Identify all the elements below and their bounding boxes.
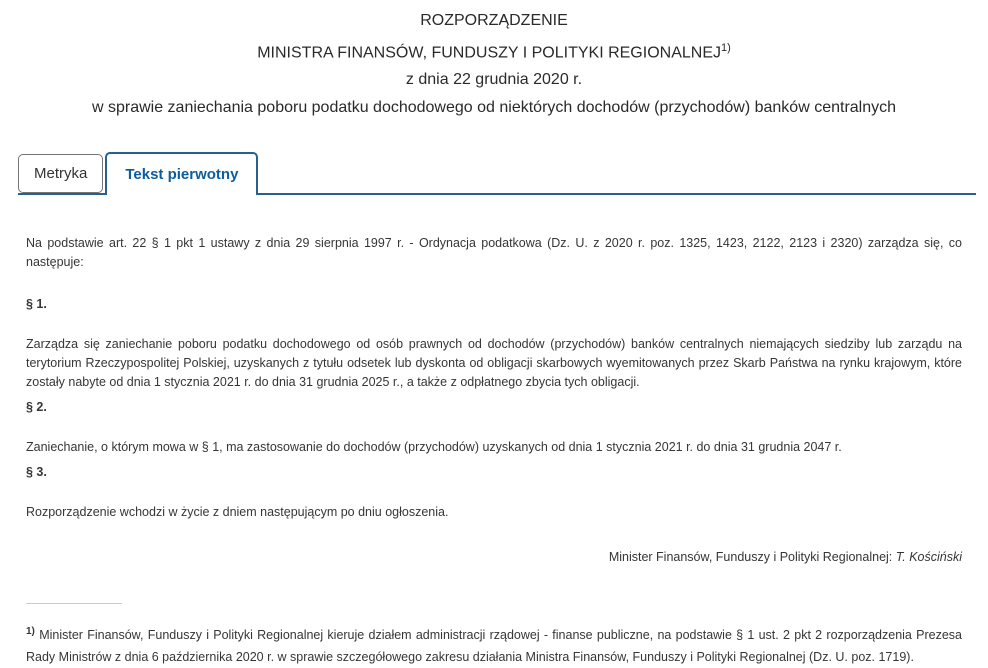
act-type-line: ROZPORZĄDZENIE (420, 12, 568, 29)
signature-role: Minister Finansów, Funduszy i Polityki Regionalnej: (608, 550, 893, 565)
section-2-text: Zaniechanie, o którym mowa w § 1, ma zastosowanie do dochodów (przychodów) uzyskanych od dnia 1 stycznia 2021 r. do dnia 31 grudnia 2047 r. (26, 440, 842, 455)
act-issuer-text: MINISTRA FINANSÓW, FUNDUSZY I POLITYKI REGIONALNEJ (257, 43, 721, 61)
act-text-body (26, 234, 962, 668)
tab-metryka[interactable]: Metryka (18, 154, 103, 193)
document-title-block (0, 0, 988, 121)
tab-tekst-pierwotny[interactable]: Tekst pierwotny (105, 152, 258, 195)
footnote-divider (26, 603, 122, 604)
tab-bar (18, 152, 976, 195)
act-date-line: z dnia 22 grudnia 2020 r. (405, 71, 583, 89)
section-1-heading: § 1. (26, 297, 47, 312)
legal-basis-paragraph: Na podstawie art. 22 § 1 pkt 1 ustawy z dnia 29 sierpnia 1997 r. - Ordynacja podatkowa (Dz. U. z 2020 r. poz. 1325, 1423, 2122, 2123 i 2320) zarządza się, co następuje: (26, 236, 962, 270)
act-subject-line: w sprawie zaniechania poboru podatku dochodowego od niektórych dochodów (przychodów) banków centralnych (91, 98, 897, 116)
footnote-paragraph (26, 621, 962, 668)
footnote-reference-sup: 1) (721, 41, 731, 54)
section-2-heading: § 2. (26, 400, 47, 415)
signature-name: T. Kościński (895, 550, 962, 565)
section-3-heading: § 3. (26, 465, 47, 480)
section-1-text: Zarządza się zaniechanie poboru podatku dochodowego od osób prawnych od dochodów (przychodów) banków centralnych niemających siedziby lub zarządu na terytorium Rzeczypospolitej Polskiej, uzyskanych z tytułu odsetek lub dyskonta od obligacji skarbowych wyemitowanych przez Skarb Państwa na rynku krajowym, które zostały nabyte od dnia 1 stycznia 2021 r. do dnia 31 grudnia 2025 r., a także z odpłatnego zbycia tych obligacji. (26, 337, 962, 390)
signature-line (26, 548, 962, 567)
act-issuer-line (0, 35, 988, 67)
footnote-text: Minister Finansów, Funduszy i Polityki Regionalnej kieruje działem administracji rządowej - finanse publiczne, na podstawie § 1 ust. 2 pkt 2 rozporządzenia Prezesa Rady Ministrów z dnia 6 października 2020 r. w sprawie szczegółowego zakresu działania Ministra Finansów, Funduszy i Polityki Regionalnej (Dz. U. poz. 1719). (26, 628, 962, 665)
footnote-marker: 1) (26, 626, 35, 638)
section-3-text: Rozporządzenie wchodzi w życie z dniem następującym po dniu ogłoszenia. (26, 505, 449, 520)
